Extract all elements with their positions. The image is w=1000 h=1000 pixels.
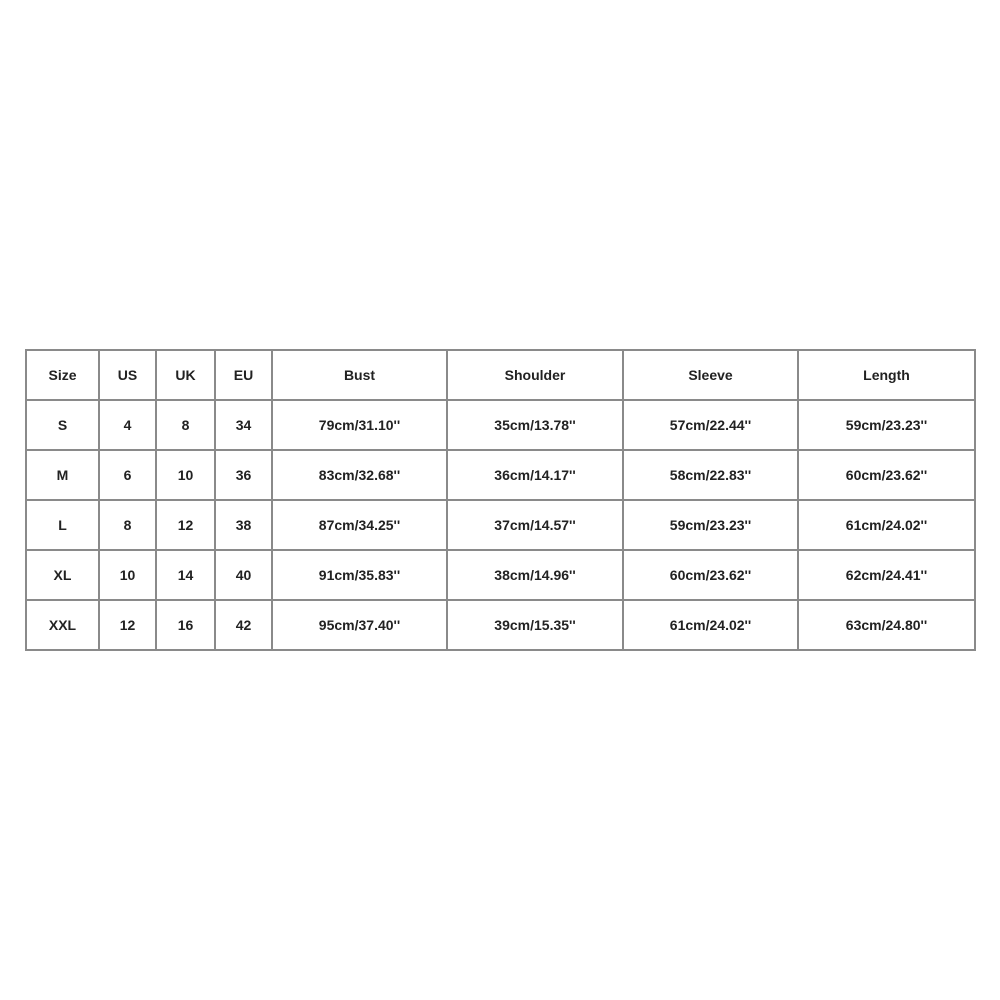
cell-size: M [26,451,100,501]
header-uk: UK [157,350,216,401]
cell-uk: 12 [157,501,216,551]
cell-eu: 36 [216,451,273,501]
header-eu: EU [216,350,273,401]
cell-bust: 79cm/31.10'' [273,401,448,451]
cell-sleeve: 60cm/23.62'' [624,551,799,601]
cell-bust: 87cm/34.25'' [273,501,448,551]
cell-sleeve: 58cm/22.83'' [624,451,799,501]
cell-bust: 95cm/37.40'' [273,601,448,651]
cell-size: S [26,401,100,451]
cell-uk: 10 [157,451,216,501]
cell-size: L [26,501,100,551]
header-sleeve: Sleeve [624,350,799,401]
cell-length: 62cm/24.41'' [799,551,976,601]
cell-us: 4 [100,401,157,451]
cell-shoulder: 37cm/14.57'' [448,501,624,551]
cell-eu: 34 [216,401,273,451]
header-us: US [100,350,157,401]
cell-length: 60cm/23.62'' [799,451,976,501]
cell-uk: 16 [157,601,216,651]
header-bust: Bust [273,350,448,401]
cell-us: 6 [100,451,157,501]
header-row [26,350,976,401]
header-length: Length [799,350,976,401]
cell-bust: 83cm/32.68'' [273,451,448,501]
cell-size: XL [26,551,100,601]
table-row [26,501,976,551]
cell-us: 8 [100,501,157,551]
cell-sleeve: 61cm/24.02'' [624,601,799,651]
cell-shoulder: 35cm/13.78'' [448,401,624,451]
cell-length: 61cm/24.02'' [799,501,976,551]
cell-eu: 40 [216,551,273,601]
cell-sleeve: 59cm/23.23'' [624,501,799,551]
header-size: Size [26,350,100,401]
cell-uk: 14 [157,551,216,601]
table-row [26,601,976,651]
cell-shoulder: 39cm/15.35'' [448,601,624,651]
cell-uk: 8 [157,401,216,451]
cell-eu: 42 [216,601,273,651]
cell-bust: 91cm/35.83'' [273,551,448,601]
size-chart-table [25,349,976,651]
table-row [26,401,976,451]
cell-shoulder: 36cm/14.17'' [448,451,624,501]
cell-length: 63cm/24.80'' [799,601,976,651]
table-row [26,451,976,501]
header-shoulder: Shoulder [448,350,624,401]
cell-us: 10 [100,551,157,601]
cell-shoulder: 38cm/14.96'' [448,551,624,601]
cell-us: 12 [100,601,157,651]
cell-length: 59cm/23.23'' [799,401,976,451]
table-row [26,551,976,601]
cell-eu: 38 [216,501,273,551]
cell-size: XXL [26,601,100,651]
cell-sleeve: 57cm/22.44'' [624,401,799,451]
